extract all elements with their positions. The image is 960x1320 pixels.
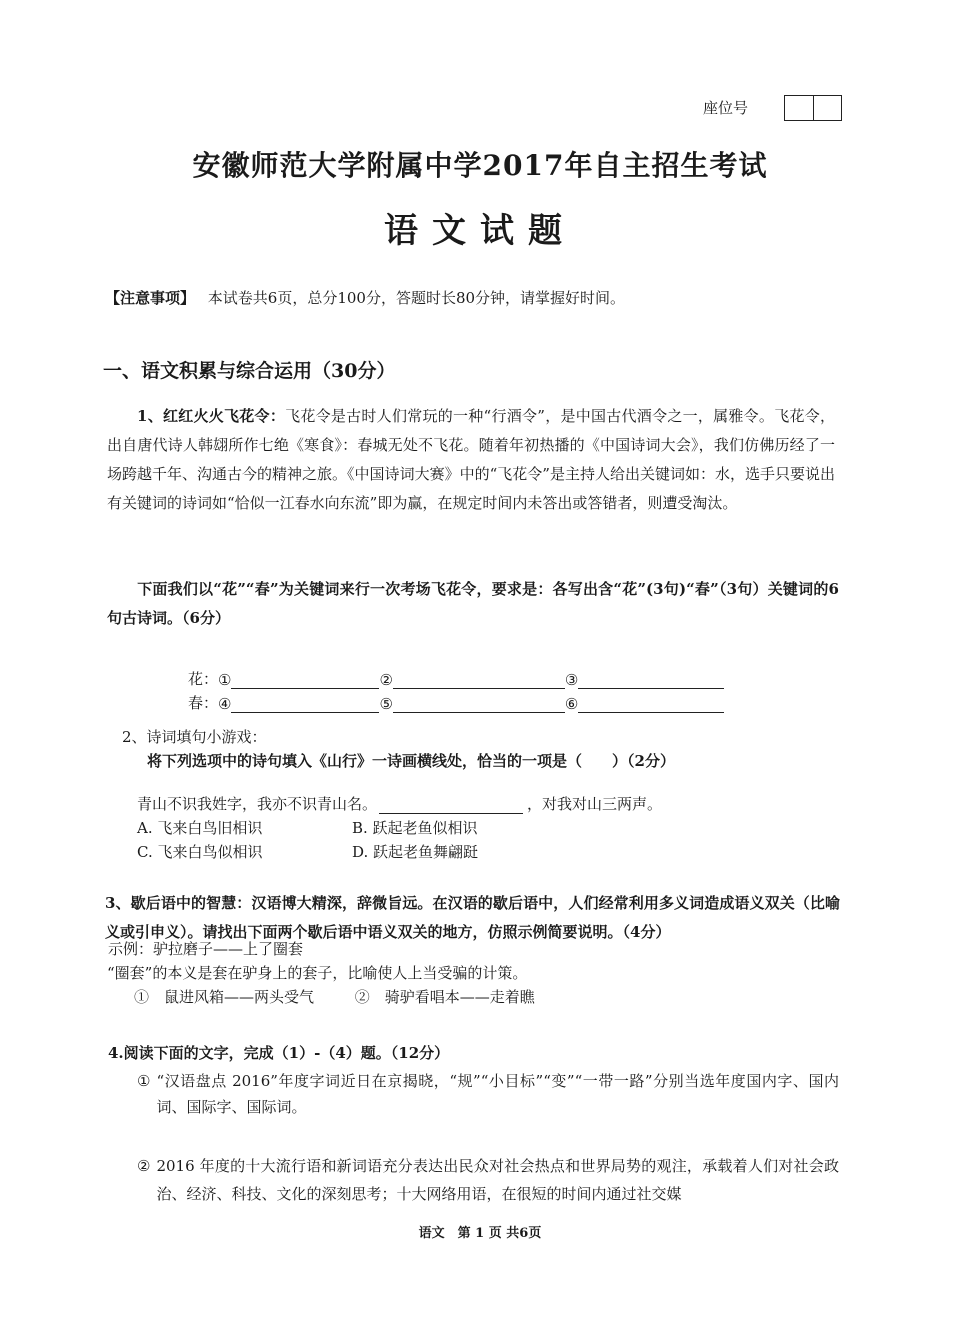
poem-before: 青山不识我姓字，我亦不识青山名。 [137, 795, 378, 813]
blank-mark: ③ [564, 671, 579, 689]
item-number: ① [137, 1072, 151, 1090]
blank-mark: ② [379, 671, 393, 689]
question-1-text: 飞花令是古时人们常玩的一种“行酒令”，是中国古代酒令之一，属雅令。飞花令，出自唐代诗人韩翃所作七绝《寒食》：春城无处不飞花。随着年初热播的《中国诗词大会》，我们仿佛历经了一场跨越千年、沟通古今的精神之旅。《中国诗词大赛》中的“飞花令”是主持人给出关键词如：水，选手只要说出有关键词的诗词如“恰似一江春水向东流”即为赢，在规定时间内未答出或答错者，则遭受淘汰。 [107, 407, 835, 512]
blank-mark: ④ [218, 695, 232, 713]
question-4-title: 4.阅读下面的文字，完成（1）-（4）题。（12分） [108, 1044, 450, 1062]
seat-digit-cell [814, 96, 842, 120]
option-a[interactable]: A. 飞来白鸟旧相识 [137, 819, 263, 837]
notice-text: 本试卷共6页，总分100分，答题时长80分钟，请掌握好时间。 [207, 289, 626, 307]
question-1-lead: 1、红红火火飞花令： [137, 407, 286, 425]
question-3-item: ① 鼠进风箱——两头受气 [134, 988, 315, 1006]
question-1-passage [107, 402, 835, 518]
question-2-poem [137, 793, 662, 814]
item-text: 2016 年度的十大流行语和新词语充分表达出民众对社会热点和世界局势的观注，承载着人们对社会政治、经济、科技、文化的深刻思考；十大网络用语，在很短的时间内通过社交媒 [156, 1157, 839, 1203]
exam-title: 安徽师范大学附属中学2017年自主招生考试 [192, 149, 768, 182]
question-4-item-2 [137, 1152, 839, 1208]
answer-blank-4[interactable] [231, 694, 379, 713]
item-text: “汉语盘点 2016”年度字词近日在京揭晓，“规”“小目标”“变”“一带一路”分别当选年度国内字、国内词、国际字、国际词。 [156, 1072, 839, 1116]
blank-mark: ⑤ [379, 695, 393, 713]
page-footer: 语文 第 1 页 共6页 [418, 1226, 542, 1241]
question-3-example: 示例：驴拉磨子——上了圈套 [108, 940, 304, 958]
answer-row-label: 花： [188, 670, 219, 688]
answer-blank-1[interactable] [231, 670, 379, 689]
option-b[interactable]: B. 跃起老鱼似相识 [352, 819, 478, 837]
question-3-item: ② 骑驴看唱本——走着瞧 [354, 988, 535, 1006]
poem-blank[interactable] [379, 795, 523, 814]
section-heading: 一、语文积累与综合运用（30分） [103, 360, 396, 382]
blank-mark: ⑥ [564, 695, 579, 713]
answer-blank-6[interactable] [578, 694, 724, 713]
question-4-item-1 [137, 1068, 839, 1120]
notice-label: 【注意事项】 [105, 289, 196, 307]
question-3-text: 3、歇后语中的智慧：汉语博大精深，辞微旨远。在汉语的歇后语中，人们经常利用多义词造成语义双关（比喻义或引申义）。请找出下面两个歇后语中语义双关的地方，仿照示例简要说明。（4分） [105, 894, 840, 941]
seat-number-box [784, 95, 842, 121]
notice [105, 287, 625, 308]
answer-blank-2[interactable] [393, 670, 565, 689]
question-1-task-text: 下面我们以“花”“春”为关键词来行一次考场飞花令，要求是：各写出含“花”(3句)“春”（3句）关键词的6句古诗词。（6分） [107, 580, 839, 627]
poem-after: ，对我对山三两声。 [527, 795, 663, 813]
blank-mark: ① [218, 671, 232, 689]
option-d[interactable]: D. 跃起老鱼舞翩跹 [352, 843, 479, 861]
question-3-items [134, 986, 535, 1007]
option-c[interactable]: C. 飞来白鸟似相识 [137, 843, 263, 861]
seat-number-label: 座位号 [703, 99, 749, 117]
answer-row-chun [188, 692, 724, 713]
question-2-instruction: 将下列选项中的诗句填入《山行》一诗画横线处，恰当的一项是（ ）（2分） [147, 752, 675, 770]
question-1-task [107, 575, 839, 633]
item-number: ② [137, 1157, 151, 1175]
answer-row-hua [188, 668, 724, 689]
question-3-explanation: “圈套”的本义是套在驴身上的套子，比喻使人上当受骗的计策。 [107, 964, 528, 982]
question-2-title: 2、诗词填句小游戏： [122, 728, 267, 746]
answer-blank-5[interactable] [393, 694, 565, 713]
answer-row-label: 春： [188, 694, 219, 712]
exam-subject-title: 语文试题 [384, 211, 576, 251]
seat-digit-cell [785, 96, 814, 120]
answer-blank-3[interactable] [578, 670, 724, 689]
